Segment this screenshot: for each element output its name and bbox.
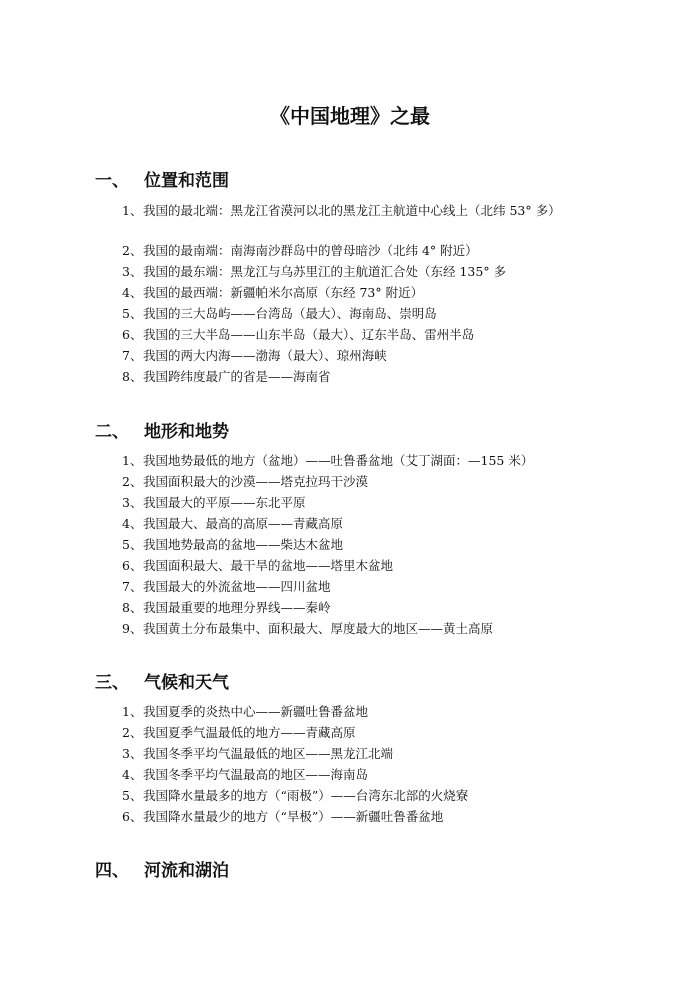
item-text: 我国最大的外流盆地——四川盆地 [143, 579, 331, 594]
item-text: 我国的最东端：黑龙江与乌苏里江的主航道汇合处（东经 135° 多 [143, 264, 507, 279]
item-number: 5、 [122, 537, 143, 552]
section-number: 三、 [95, 673, 129, 693]
item-number: 7、 [122, 348, 143, 363]
page-title: 《中国地理》之最 [270, 104, 430, 128]
list-item [122, 369, 331, 385]
section-title: 河流和湖泊 [144, 861, 229, 881]
list-item [122, 516, 343, 532]
item-text: 我国黄土分布最集中、面积最大、厚度最大的地区——黄土高原 [143, 621, 494, 636]
section-heading [95, 672, 655, 694]
section-heading [95, 860, 655, 882]
item-text: 我国冬季平均气温最高的地区——海南岛 [143, 767, 369, 782]
section-heading [95, 170, 655, 192]
item-text: 我国冬季平均气温最低的地区——黑龙江北端 [143, 746, 394, 761]
list-item [122, 264, 506, 280]
item-text: 我国最大的平原——东北平原 [143, 495, 306, 510]
item-number: 4、 [122, 767, 143, 782]
list-item [122, 809, 443, 825]
item-text: 我国的最北端：黑龙江省漠河以北的黑龙江主航道中心线上（北纬 53° 多） [143, 203, 561, 218]
item-text: 我国的最西端：新疆帕米尔高原（东经 73° 附近） [143, 285, 424, 300]
item-number: 9、 [122, 621, 143, 636]
list-item [122, 558, 393, 574]
list-item [122, 767, 368, 783]
section-number: 四、 [95, 861, 129, 881]
list-item [122, 243, 478, 259]
section-title: 位置和范围 [144, 171, 229, 191]
item-number: 4、 [122, 285, 143, 300]
item-text: 我国的三大半岛——山东半岛（最大）、辽东半岛、雷州半岛 [143, 327, 475, 342]
item-number: 5、 [122, 788, 143, 803]
item-number: 6、 [122, 327, 143, 342]
list-item [122, 537, 343, 553]
item-number: 7、 [122, 579, 143, 594]
item-number: 1、 [122, 203, 143, 218]
section-terrain [95, 421, 655, 443]
list-item [122, 203, 561, 219]
item-number: 2、 [122, 725, 143, 740]
item-text: 我国面积最大的沙漠——塔克拉玛干沙漠 [143, 474, 369, 489]
item-text: 我国的三大岛屿——台湾岛（最大）、海南岛、崇明岛 [143, 306, 437, 321]
list-item [122, 474, 368, 490]
item-number: 8、 [122, 369, 143, 384]
section-heading [95, 421, 655, 443]
item-text: 我国降水量最少的地方（“旱极”）——新疆吐鲁番盆地 [143, 809, 444, 824]
item-number: 3、 [122, 746, 143, 761]
list-item [122, 306, 437, 322]
item-number: 1、 [122, 704, 143, 719]
item-text: 我国降水量最多的地方（“雨极”）——台湾东北部的火烧寮 [143, 788, 469, 803]
item-number: 2、 [122, 474, 143, 489]
list-item [122, 579, 331, 595]
item-number: 3、 [122, 264, 143, 279]
list-item [122, 285, 423, 301]
section-number: 一、 [95, 171, 129, 191]
item-text: 我国的最南端：南海南沙群岛中的曾母暗沙（北纬 4° 附近） [143, 243, 478, 258]
item-number: 6、 [122, 558, 143, 573]
list-item [122, 495, 306, 511]
item-number: 5、 [122, 306, 143, 321]
section-number: 二、 [95, 422, 129, 442]
item-text: 我国最重要的地理分界线——秦岭 [143, 600, 331, 615]
list-item [122, 746, 393, 762]
list-item [122, 348, 387, 364]
list-item [122, 725, 356, 741]
item-number: 2、 [122, 243, 143, 258]
list-item [122, 327, 474, 343]
section-title: 气候和天气 [144, 673, 229, 693]
item-text: 我国地势最低的地方（盆地）——吐鲁番盆地（艾丁湖面：—155 米） [143, 453, 534, 468]
item-number: 1、 [122, 453, 143, 468]
section-title: 地形和地势 [144, 422, 229, 442]
item-number: 3、 [122, 495, 143, 510]
item-text: 我国地势最高的盆地——柴达木盆地 [143, 537, 344, 552]
section-climate [95, 672, 655, 694]
list-item [122, 704, 368, 720]
item-number: 8、 [122, 600, 143, 615]
item-text: 我国最大、最高的高原——青藏高原 [143, 516, 344, 531]
item-text: 我国面积最大、最干旱的盆地——塔里木盆地 [143, 558, 394, 573]
list-item [122, 600, 331, 616]
item-number: 4、 [122, 516, 143, 531]
section-location [95, 170, 655, 192]
item-text: 我国夏季气温最低的地方——青藏高原 [143, 725, 356, 740]
item-text: 我国的两大内海——渤海（最大）、琼州海峡 [143, 348, 387, 363]
list-item [122, 621, 493, 637]
section-rivers-lakes [95, 860, 655, 882]
list-item [122, 453, 533, 469]
item-text: 我国夏季的炎热中心——新疆吐鲁番盆地 [143, 704, 369, 719]
list-item [122, 788, 468, 804]
item-number: 6、 [122, 809, 143, 824]
item-text: 我国跨纬度最广的省是——海南省 [143, 369, 331, 384]
